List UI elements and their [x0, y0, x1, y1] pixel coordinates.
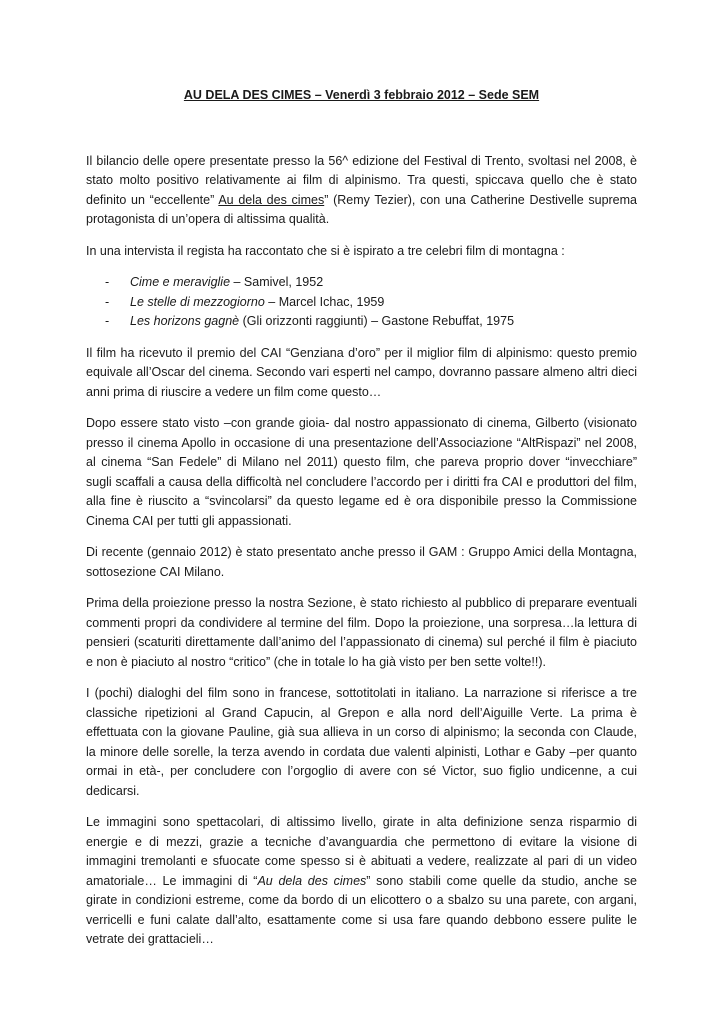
list-item: [86, 273, 637, 293]
list-dash: -: [105, 275, 110, 289]
list-item: [86, 293, 637, 313]
list-dash: -: [105, 314, 110, 328]
film-title: Cime e meraviglie: [130, 275, 231, 289]
document-page: [86, 86, 637, 962]
film-title: Le stelle di mezzogiorno: [130, 294, 265, 309]
paragraph-intro-text: Il bilancio delle opere presentate presso la 56^ edizione del Festival di Trento, svoltasi nel 2008, è stato molto positivo relativamente ai film di alpinismo. Tra questi, spiccava quello che è stato definito un “eccellente”: [86, 153, 637, 207]
paragraph-screening: Prima della proiezione presso la nostra Sezione, è stato richiesto al pubblico di preparare eventuali commenti propri da condividere al termine del film. Dopo la proiezione, una sorpresa…la lettura di pensieri (scaturiti direttamente dall’animo del l’appassionato di cinema) sul perché il film è piaciuto e non è piaciuto al nostro “critico” (che in totale lo ha già visto per ben sette volte!!).: [86, 596, 637, 669]
film-credit: – Marcel Ichac, 1959: [264, 294, 385, 309]
paragraph-images: [86, 813, 637, 950]
document-title: AU DELA DES CIMES – Venerdì 3 febbraio 2012 – Sede SEM: [183, 88, 540, 102]
paragraph-intro-text-end: ” (Remy Tezier), con una Catherine Destivelle suprema protagonista di un’opera di altissima qualità.: [86, 192, 638, 226]
list-item: [86, 312, 637, 332]
inspiration-film-list: [86, 273, 637, 332]
paragraph-dialogues: I (pochi) dialoghi del film sono in francese, sottotitolati in italiano. La narrazione si riferisce a tre classiche ripetizioni al Grand Capucin, al Grepon e alla nord dell’Aiguille Verte. La prima è effettuata con la giovane Pauline, già sua allieva in un corso di alpinismo; la seconda con Claude, la minore delle sorelle, la terza avendo in cordata due valenti alpinisti, Lothar e Gaby –per quanto ormai in età-, per concludere con l’orgoglio di avere con sé Victor, suo figlio undicenne, a cui dedicarsi.: [86, 686, 637, 798]
paragraph-images-text: Le immagini sono spettacolari, di altissimo livello, girate in alta definizione senza risparmio di energie e di mezzi, grazie a tecniche d’avanguardia che permettono di evitare la visione di immagini tremolanti e sfuocate come spesso si è abituati a vedere, realizzate al pari di un video amatoriale… Le immagini di “: [86, 815, 637, 888]
film-title: Les horizons gagnè: [130, 314, 240, 328]
paragraph-intro: [86, 152, 637, 230]
paragraph-gam: Di recente (gennaio 2012) è stato presentato anche presso il GAM : Gruppo Amici della Montagna, sottosezione CAI Milano.: [86, 545, 637, 579]
paragraph-images-text-end: ” sono stabili come quelle da studio, anche se girate in condizioni estreme, come da bordo di un elicottero o a sbalzo su una parete, con argani, verricelli e funi calate dall’alto, esattamente come si usa fare quando debbono essere pulite le vetrate dei grattacieli…: [86, 873, 638, 946]
paragraph-award: Il film ha ricevuto il premio del CAI “Genziana d’oro” per il miglior film di alpinismo: questo premio equivale all’Oscar del cinema. Secondo vari esperti nel campo, dovranno passare almeno altri dieci anni prima di riuscire a vedere un film come questo…: [86, 345, 637, 399]
paragraph-interview: In una intervista il regista ha raccontato che si è ispirato a tre celebri film di montagna :: [86, 243, 565, 258]
film-title-italic: Au dela des cimes: [257, 873, 367, 888]
film-credit: (Gli orizzonti raggiunti) – Gastone Rebuffat, 1975: [239, 314, 515, 328]
list-dash: -: [105, 294, 110, 309]
paragraph-history: Dopo essere stato visto –con grande gioia- dal nostro appassionato di cinema, Gilberto (visionato presso il cinema Apollo in occasione di una presentazione dell’Associazione “AltRispazi” nel 2008, al cinema “San Fedele” di Milano nel 2011) questo film, che pareva proprio dover “invecchiare” sugli scaffali a causa della difficoltà nel concludere l’accordo per i diritti fra CAI e produttori del film, alla fine è riuscito a “svincolarsi” da questo legame ed è ora disponibile presso la Commissione Cinema CAI per tutti gli appassionati.: [86, 416, 637, 528]
film-title-underlined: Au dela des cimes: [218, 192, 325, 207]
film-credit: – Samivel, 1952: [230, 275, 324, 289]
